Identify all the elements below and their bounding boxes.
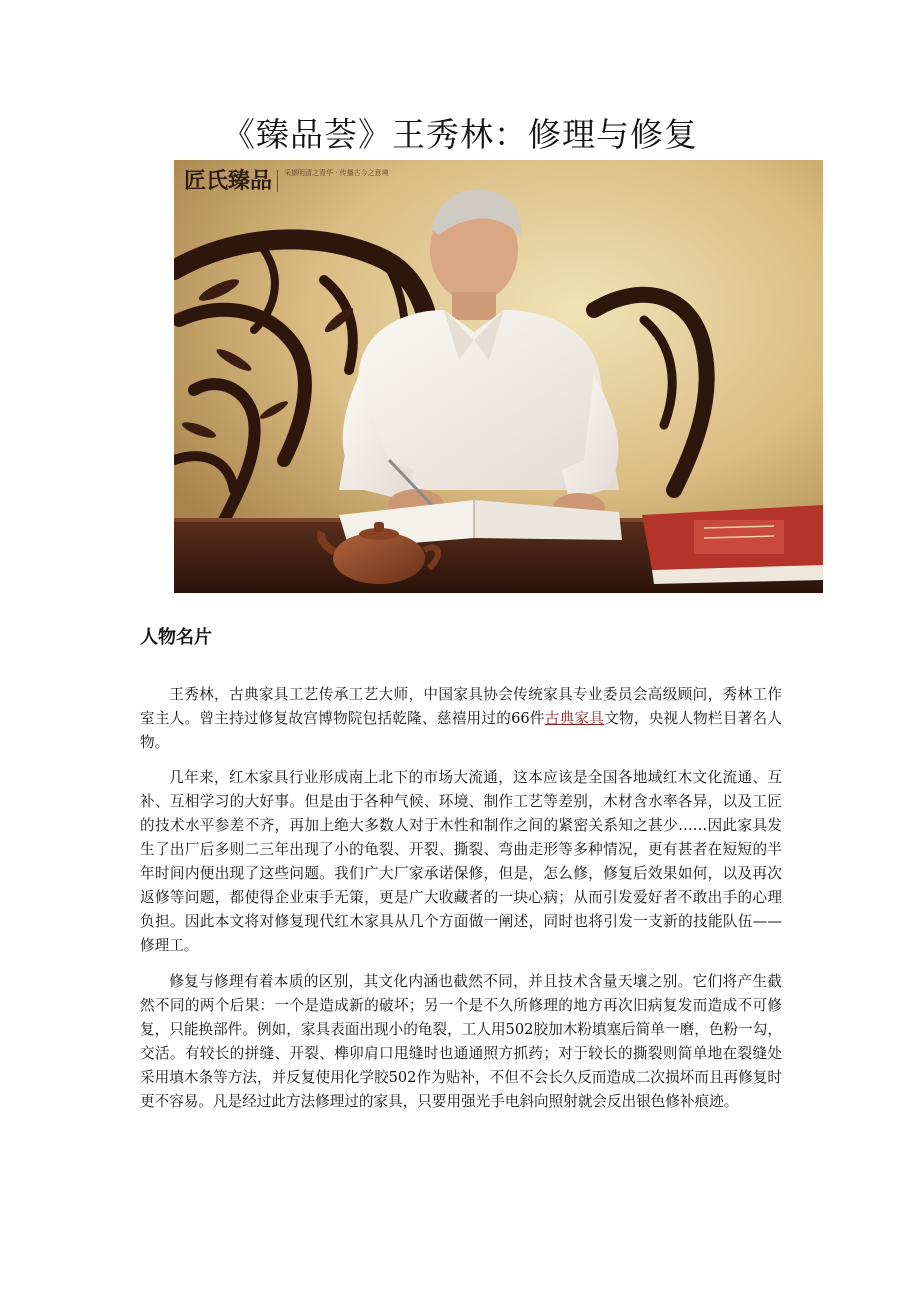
intro-paragraph-block	[140, 683, 782, 765]
paragraph-market: 几年来，红木家具行业形成南上北下的市场大流通，这本应该是全国各地域红木文化流通、互补、互相学习的大好事。但是由于各种气候、环境、制作工艺等差别，木材含水率各异，以及工匠的技术水平参差不齐，再加上绝大多数人对于木性和制作之间的紧密关系知之甚少……因此家具发生了出厂后多则二三年出现了小的龟裂、开裂、撕裂、弯曲走形等多种情况，更有甚者在短短的半年时间内便出现了这些问题。我们广大厂家承诺保修，但是，怎么修，修复后效果如何，以及再次返修等问题，都使得企业束手无策，更是广大收藏者的一块心病；从而引发爱好者不敢出手的心理负担。因此本文将对修复现代红木家具从几个方面做一阐述，同时也将引发一支新的技能队伍——修理工。	[140, 769, 782, 954]
banner-calligraphy: 匠氏臻品	[184, 168, 273, 194]
body-paragraph-block-3	[140, 970, 782, 1124]
bio-text-before: 王秀林，古典家具工艺传承工艺大师，中国家具协会传统家具专业委员会高级顾问，秀林工作室主人。曾主持过修复故宫博物院包括乾隆、慈禧用过的66件	[140, 686, 782, 727]
banner-divider	[277, 170, 278, 192]
portrait-photo	[174, 160, 823, 593]
section-heading: 人物名片	[140, 627, 212, 648]
red-book-stack	[642, 505, 823, 584]
banner-caption: 采撷明清之青华 · 传播古今之意境	[284, 169, 389, 177]
body-paragraph-block-2	[140, 766, 782, 968]
paragraph-repair: 修复与修理有着本质的区别，其文化内涵也截然不同，并且技术含量天壤之别。它们将产生截然不同的两个后果：一个是造成新的破坏；另一个是不久所修理的地方再次旧病复发而造成不可修复，只能换部件。例如，家具表面出现小的龟裂，工人用502胶加木粉填塞后简单一磨，色粉一勾，交活。有较长的拼缝、开裂、榫卯肩口甩缝时也通通照方抓药；对于较长的撕裂则简单地在裂缝处采用填木条等方法，并反复使用化学胶502作为贴补，不但不会长久反而造成二次损坏而且再修复时更不容易。凡是经过此方法修理过的家具，只要用强光手电斜向照射就会反出银色修补痕迹。	[140, 973, 782, 1110]
classical-furniture-link[interactable]: 古典家具	[544, 710, 605, 727]
paragraph-bio	[140, 683, 782, 755]
page-title: 《臻品荟》王秀林：修理与修复	[222, 115, 698, 154]
bio-text-after: 文物，央视人物栏目著名人物。	[140, 710, 782, 751]
